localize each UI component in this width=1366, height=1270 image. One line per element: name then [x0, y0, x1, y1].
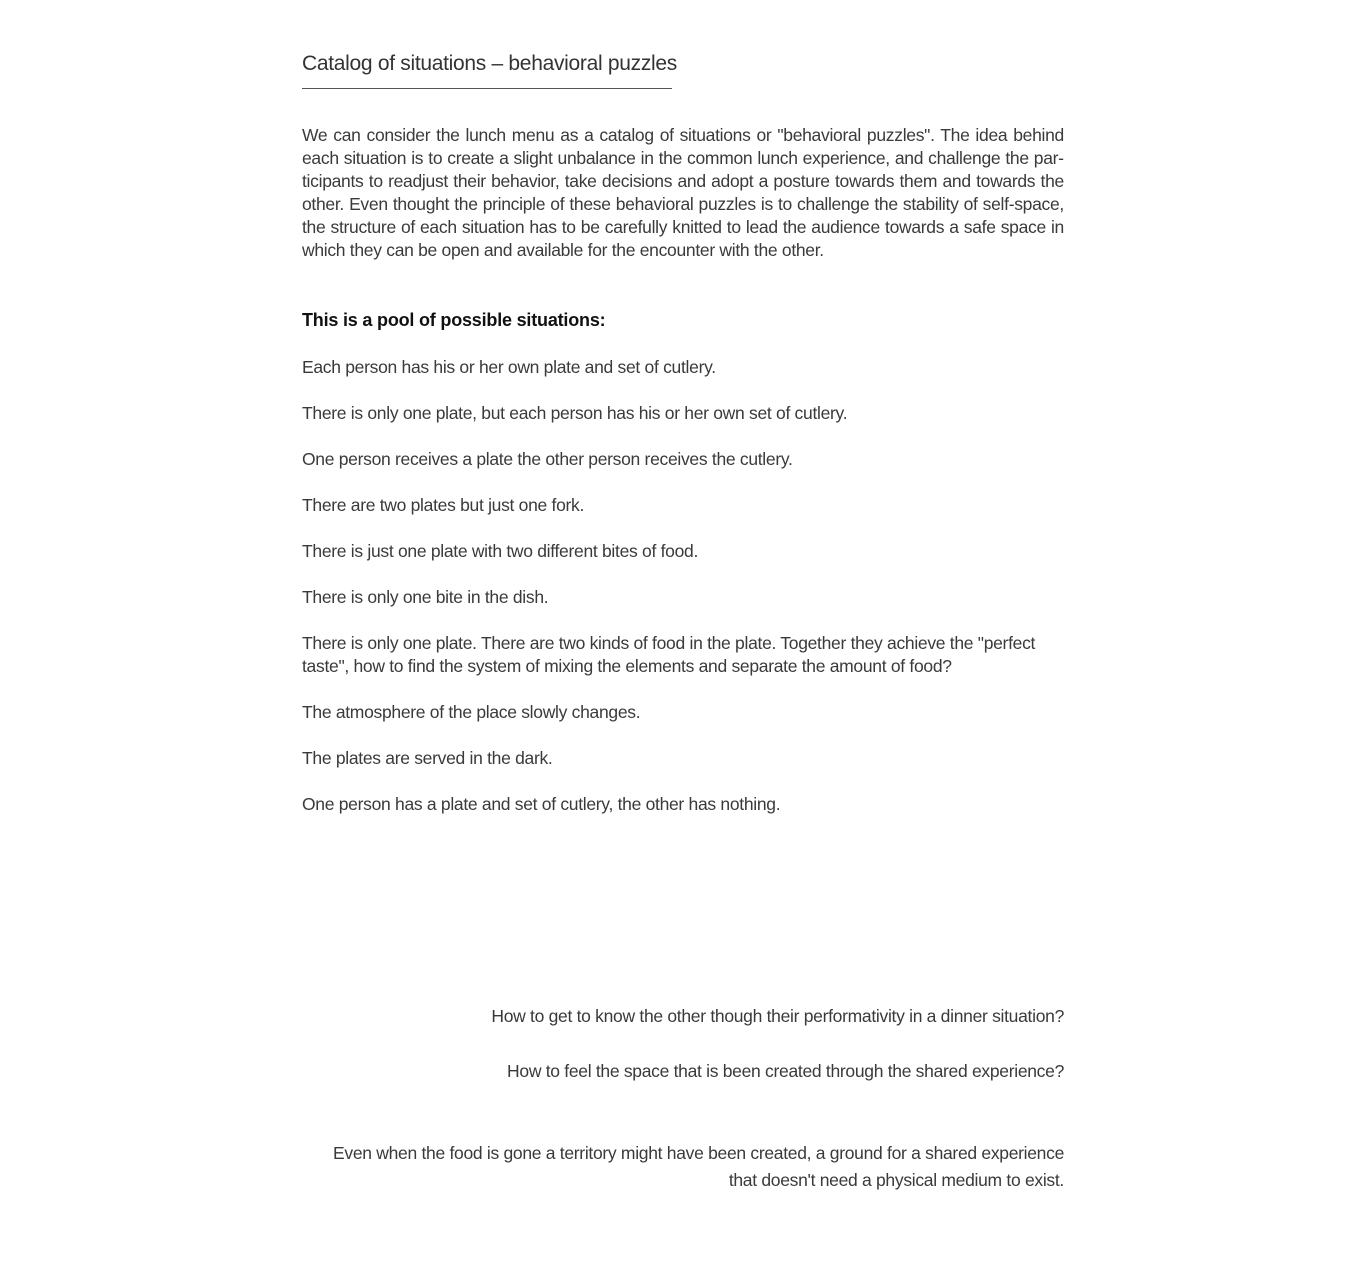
closing-question-2: How to feel the space that is been created through the shared experience?	[507, 1061, 1064, 1081]
situation-item: There is only one plate, but each person has his or her own set of cutlery.	[302, 403, 848, 423]
closing-statement: Even when the food is gone a territory might have been created, a ground for a shared experience that doesn't need a physical medium to exist.	[333, 1143, 1064, 1190]
situation-item: Each person has his or her own plate and set of cutlery.	[302, 357, 716, 377]
situation-item: There is just one plate with two different bites of food.	[302, 541, 699, 561]
situations-list	[302, 356, 1064, 839]
situation-item: There is only one plate. There are two kinds of food in the plate. Together they achieve the "perfect taste", how to find the system of mixing the elements and separate the amount of food?	[302, 633, 1036, 676]
title-underline	[302, 88, 672, 89]
intro-paragraph: We can consider the lunch menu as a catalog of situations or "behavioral puzzles". The idea behind each situation is to create a slight unbalance in the common lunch experience, and challenge the participants to readjust their behavior, take decisions and adopt a posture towards them and towards the other. Even thought the principle of these behavioral puzzles is to challenge the stability of self-space, the structure of each situation has to be carefully knitted to lead the audience towards a safe space in which they can be open and available for the encounter with the other.	[302, 125, 1064, 260]
situation-item: There is only one bite in the dish.	[302, 587, 549, 607]
situation-item: One person has a plate and set of cutlery, the other has nothing.	[302, 794, 781, 814]
situation-item: There are two plates but just one fork.	[302, 495, 585, 515]
situations-heading: This is a pool of possible situations:	[302, 310, 606, 330]
page-title: Catalog of situations – behavioral puzzles	[302, 52, 677, 75]
situation-item: One person receives a plate the other person receives the cutlery.	[302, 449, 793, 469]
closing-question-1: How to get to know the other though their performativity in a dinner situation?	[491, 1006, 1064, 1026]
situation-item: The atmosphere of the place slowly changes.	[302, 702, 641, 722]
situation-item: The plates are served in the dark.	[302, 748, 553, 768]
